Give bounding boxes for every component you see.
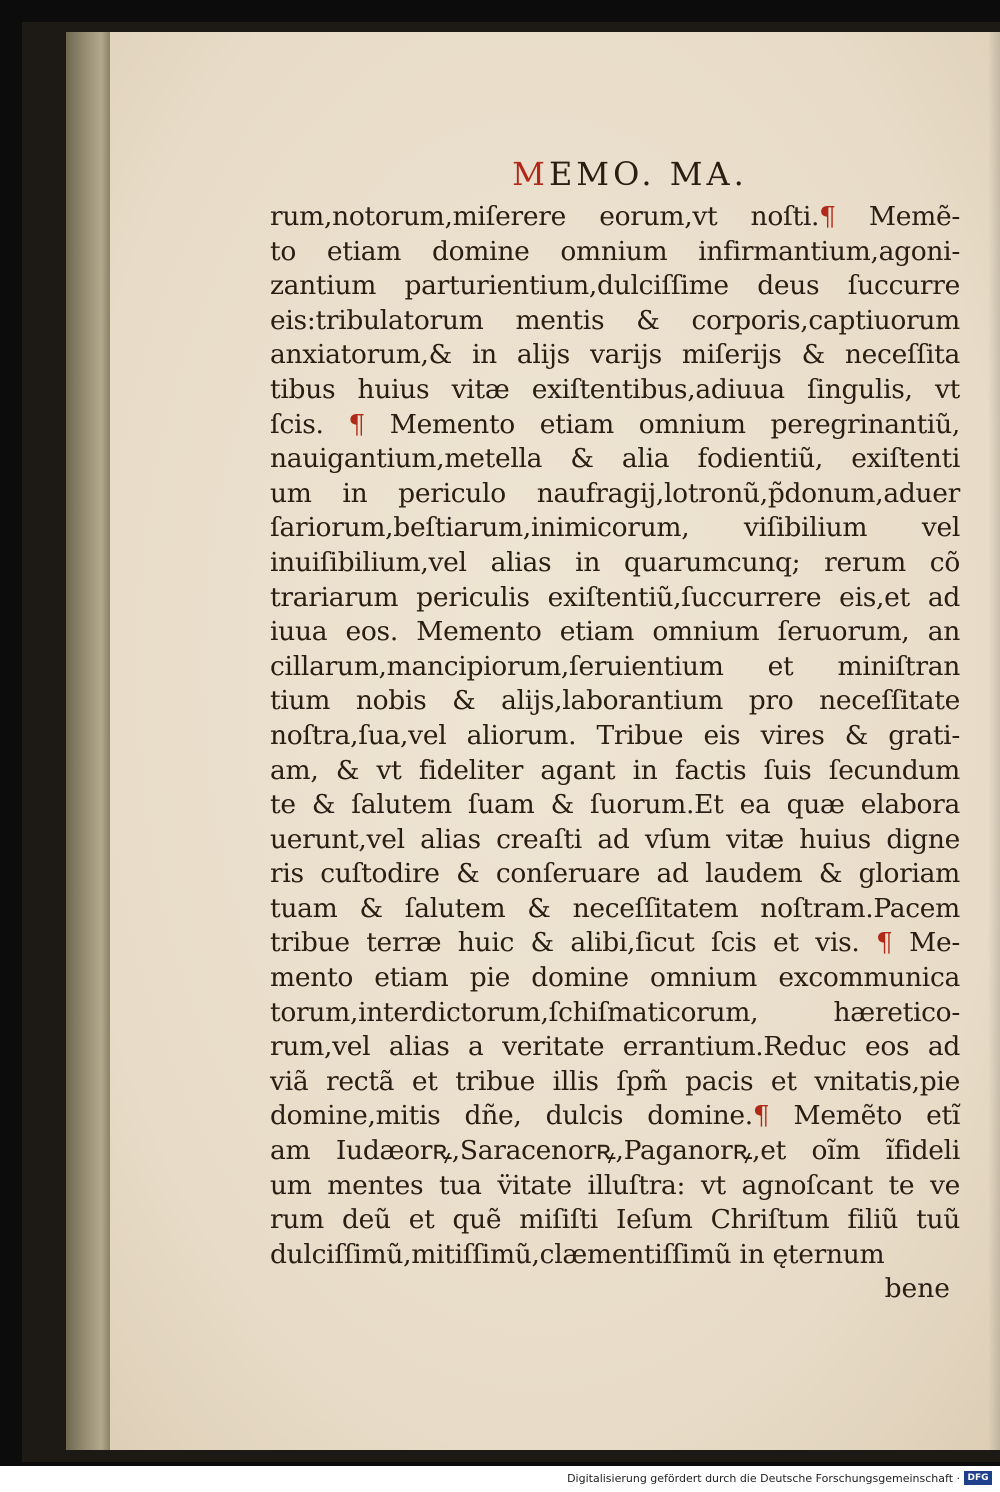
text-line: te & ſalutem ſuam & ſuorum.Et ea quæ elabora [270,789,960,821]
text-line: ris cuſtodire & conſeruare ad laudem & gloriam [270,858,960,890]
text-line: domine,mitis dñe, dulcis domine.¶ Memẽto etĩ [270,1100,960,1132]
text-line: ſariorum,beſtiarum,inimicorum, viſibilium vel [270,512,960,544]
running-head-initial: M [512,155,549,193]
pilcrow-mark: ¶ [876,927,893,959]
text-line: to etiam domine omnium infirmantium,agoni- [270,235,960,267]
text-line: am Iudæorꝶ,Saracenorꝶ,Paganorꝶ,et oĩm ĩfideli [270,1135,960,1167]
text-line: tuam & ſalutem & neceſſitatem noſtram.Pacem [270,892,960,924]
text-line: iuua eos. Memento etiam omnium ſeruorum, an [270,616,960,648]
text-line: um in periculo naufragij,lotronũ,p̃donum,aduer [270,477,960,509]
text-line: dulciſſimũ,mitiſſimũ,clæmentiſſimũ in ęternum [270,1238,885,1270]
text-line: torum,interdictorum,ſchiſmaticorum, hæretico- [270,996,960,1028]
dfg-logo: DFG [964,1471,992,1485]
text-line: noſtra,ſua,vel aliorum. Tribue eis vires & grati- [270,719,960,751]
page-fore-edge [66,32,110,1450]
text-line: um mentes tua v̈itate illuſtra: vt agnoſcant te ve [270,1169,960,1201]
text-line: rum,vel alias a veritate errantium.Reduc eos ad [270,1031,960,1063]
text-line: am, & vt fideliter agant in factis ſuis ſecundum [270,754,960,786]
footer-credit: Digitalisierung gefördert durch die Deutsche Forschungsgemeinschaft · [567,1472,960,1485]
text-line: mento etiam pie domine omnium excommunica [270,962,960,994]
text-line: tium nobis & alijs,laborantium pro neceſſitate [270,685,960,717]
pilcrow-mark: ¶ [752,1100,770,1132]
text-line: zantium parturientium,dulciſſime deus ſuccurre [270,270,960,302]
pilcrow-mark: ¶ [819,201,836,232]
text-line: anxiatorum,& in alijs varijs miſerijs & neceſſita [270,339,960,371]
text-line: cillarum,mancipiorum,ſeruientium et miniſtran [270,650,960,682]
book-scan [22,22,1000,1462]
running-head-text: EMO. MA. [548,155,748,193]
text-line: trariarum periculis exiſtentiũ,ſuccurrere eis,et ad [270,581,960,613]
spine-shadow [988,32,1000,1450]
book-page [66,32,1000,1450]
running-head [270,152,960,196]
text-line: ſcis. ¶ Memento etiam omnium peregrinantiũ, [270,408,960,440]
footer-bar [0,1466,1000,1492]
pilcrow-mark: ¶ [348,408,365,440]
text-line: uerunt,vel alias creaſti ad vſum vitæ huius digne [270,823,960,855]
catchword: bene [884,1273,950,1305]
text-line: rum,notorum,miſerere eorum,vt noſti.¶ Memẽ- [270,201,960,232]
text-line: inuiſibilium,vel alias in quarumcunq; rerum cõ [270,546,960,578]
text-block [270,152,960,1307]
text-line: rum deũ et quẽ miſiſti Ieſum Chriſtum filiũ tuũ [270,1204,960,1236]
text-lines [270,200,960,1272]
text-line: eis:tribulatorum mentis & corporis,captiuorum [270,304,960,336]
text-line: viã rectã et tribue illis ſpm̃ pacis et vnitatis,pie [270,1065,960,1097]
text-line: tribue terræ huic & alibi,ſicut ſcis et vis. ¶ Me- [270,927,960,959]
text-line: nauigantium,metella & alia fodientiũ, exiſtenti [270,443,960,475]
text-line: tibus huius vitæ exiſtentibus,adiuua ſingulis, vt [270,373,960,405]
